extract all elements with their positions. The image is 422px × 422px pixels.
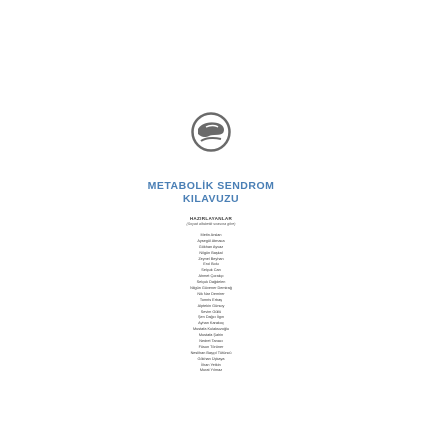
preparer-name: Mustafa Kulaksızoğlu (192, 327, 230, 332)
preparer-name: Metin Arslan (200, 233, 222, 237)
preparer-name: Nilgün Güvener Demirağ (190, 286, 232, 291)
preparer-name: İlhan Yetkin (201, 362, 221, 367)
preparer-name: Nilgün Başkal (199, 250, 223, 255)
preparer-name: Zeynel Beyhan (198, 256, 224, 261)
preparer-name: Aysegül Atmaca (197, 238, 225, 243)
preparer-name: Erol Bolu (203, 262, 219, 267)
preparer-name: Şen Dağcı İlgın (198, 315, 224, 320)
preparers-sort-note: (Soyad alfabetik sırasına göre) (186, 222, 236, 226)
metabolic-syndrome-emblem-icon (191, 112, 231, 152)
preparer-name: Tomris Erbaş (199, 297, 223, 302)
preparer-name: Füsun Törüner (198, 344, 224, 349)
preparers-heading: HAZIRLAYANLAR (189, 216, 233, 221)
preparer-name: Alptekin Gürsoy (197, 303, 225, 308)
preparer-name: Selçuk Can (201, 268, 221, 273)
preparer-name: Ayhan Karakoç (198, 321, 224, 326)
preparer-name: Sevim Güllü (200, 309, 222, 314)
document-title-line-2: KILAVUZU (182, 193, 240, 205)
preparer-name: Mustafa Şahin (198, 333, 224, 338)
preparer-name: Neslihan Başçıl Tütüncü (190, 350, 232, 355)
preparers-list (0, 233, 422, 374)
preparer-name: Gökhan Ayvaz (198, 244, 224, 249)
preparer-name: Nik Nar Demirer (197, 291, 225, 296)
preparer-name: Selçuk Dağdelen (196, 280, 226, 285)
document-title-line-1: METABOLİK SENDROM (147, 180, 275, 192)
preparer-name: Murat Yılmaz (199, 368, 223, 373)
preparer-name: Nedret Tanacı (199, 339, 223, 344)
preparer-name: Ahmet Çorakçı (198, 274, 224, 279)
preparer-name: Gökhan Üçkaya (197, 356, 225, 361)
